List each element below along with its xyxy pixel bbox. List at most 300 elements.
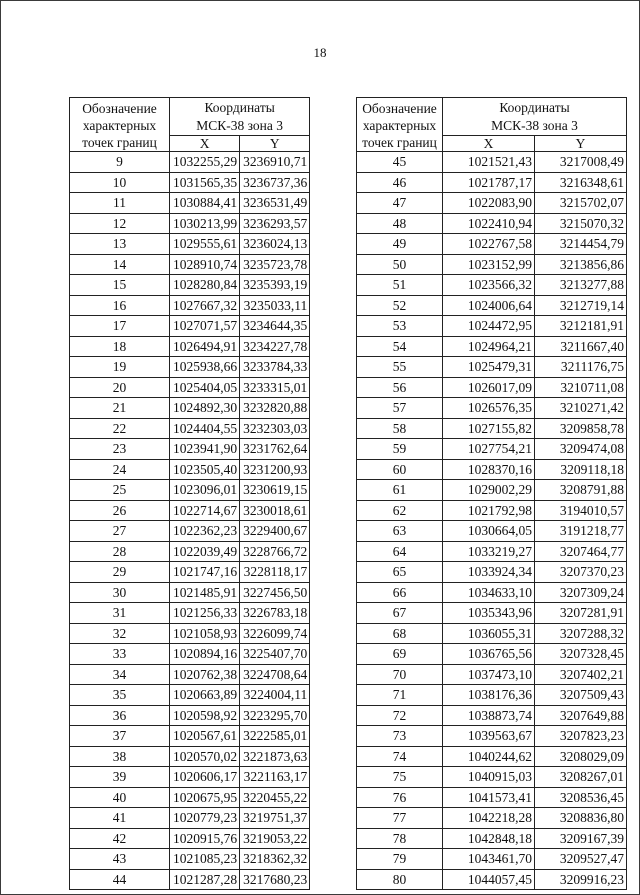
table-row <box>357 787 627 808</box>
y-coordinate-cell: 3213856,86 <box>535 254 627 275</box>
x-coordinate-cell: 1023096,01 <box>170 480 240 501</box>
table-row <box>357 193 627 214</box>
point-id-cell: 51 <box>357 275 443 296</box>
point-id-cell: 31 <box>70 603 170 624</box>
point-id-cell: 46 <box>357 172 443 193</box>
x-coordinate-cell: 1024892,30 <box>170 398 240 419</box>
y-coordinate-cell: 3222585,01 <box>240 726 310 747</box>
point-id-cell: 77 <box>357 808 443 829</box>
table-row <box>70 398 310 419</box>
point-id-cell: 47 <box>357 193 443 214</box>
point-id-cell: 20 <box>70 377 170 398</box>
y-coordinate-cell: 3231762,64 <box>240 439 310 460</box>
point-id-cell: 70 <box>357 664 443 685</box>
point-id-cell: 40 <box>70 787 170 808</box>
x-coordinate-cell: 1031565,35 <box>170 172 240 193</box>
coordinates-header-line: Координаты <box>204 99 275 115</box>
x-coordinate-cell: 1022767,58 <box>443 234 535 255</box>
table-row <box>357 746 627 767</box>
x-coordinate-cell: 1029555,61 <box>170 234 240 255</box>
y-coordinate-cell: 3219751,37 <box>240 808 310 829</box>
y-coordinate-cell: 3216348,61 <box>535 172 627 193</box>
y-coordinate-cell: 3207370,23 <box>535 562 627 583</box>
y-coordinate-cell: 3207288,32 <box>535 623 627 644</box>
x-coordinate-cell: 1042848,18 <box>443 828 535 849</box>
y-coordinate-cell: 3207402,21 <box>535 664 627 685</box>
x-coordinate-cell: 1033924,34 <box>443 562 535 583</box>
y-coordinate-cell: 3207309,24 <box>535 582 627 603</box>
table-row <box>70 500 310 521</box>
x-coordinate-cell: 1025404,05 <box>170 377 240 398</box>
point-id-cell: 57 <box>357 398 443 419</box>
x-coordinate-cell: 1028280,84 <box>170 275 240 296</box>
point-id-cell: 59 <box>357 439 443 460</box>
x-coordinate-cell: 1028910,74 <box>170 254 240 275</box>
y-coordinate-cell: 3209527,47 <box>535 849 627 870</box>
y-coordinate-cell: 3230018,61 <box>240 500 310 521</box>
table-row <box>70 213 310 234</box>
point-id-cell: 34 <box>70 664 170 685</box>
table-row <box>357 152 627 173</box>
designation-header <box>357 98 443 152</box>
x-coordinate-cell: 1024404,55 <box>170 418 240 439</box>
table-row <box>357 336 627 357</box>
x-coordinate-cell: 1032255,29 <box>170 152 240 173</box>
y-coordinate-cell: 3208267,01 <box>535 767 627 788</box>
y-coordinate-cell: 3226099,74 <box>240 623 310 644</box>
table-row <box>357 849 627 870</box>
table-row <box>357 295 627 316</box>
point-id-cell: 55 <box>357 357 443 378</box>
designation-header <box>70 98 170 152</box>
y-coordinate-cell: 3215070,32 <box>535 213 627 234</box>
x-coordinate-cell: 1037473,10 <box>443 664 535 685</box>
table-row <box>357 603 627 624</box>
x-coordinate-cell: 1020570,02 <box>170 746 240 767</box>
table-row <box>357 275 627 296</box>
x-coordinate-cell: 1030884,41 <box>170 193 240 214</box>
x-coordinate-cell: 1021256,33 <box>170 603 240 624</box>
point-id-cell: 23 <box>70 439 170 460</box>
table-row <box>70 152 310 173</box>
y-coordinate-cell: 3231200,93 <box>240 459 310 480</box>
coordinates-table-left <box>69 97 310 890</box>
coordinates-header <box>170 98 310 136</box>
point-id-cell: 14 <box>70 254 170 275</box>
y-coordinate-cell: 3230619,15 <box>240 480 310 501</box>
designation-header-line: характерных <box>82 118 157 133</box>
x-coordinate-cell: 1021787,17 <box>443 172 535 193</box>
point-id-cell: 68 <box>357 623 443 644</box>
x-coordinate-cell: 1030664,05 <box>443 521 535 542</box>
point-id-cell: 36 <box>70 705 170 726</box>
y-coordinate-cell: 3220455,22 <box>240 787 310 808</box>
point-id-cell: 63 <box>357 521 443 542</box>
table-row <box>357 562 627 583</box>
point-id-cell: 67 <box>357 603 443 624</box>
y-coordinate-cell: 3207823,23 <box>535 726 627 747</box>
table-row <box>70 582 310 603</box>
y-coordinate-cell: 3233784,33 <box>240 357 310 378</box>
table-row <box>70 377 310 398</box>
table-header-row <box>357 98 627 136</box>
coordinates-header <box>443 98 627 136</box>
table-row <box>70 234 310 255</box>
x-coordinate-cell: 1034633,10 <box>443 582 535 603</box>
x-coordinate-cell: 1024472,95 <box>443 316 535 337</box>
x-coordinate-cell: 1020663,89 <box>170 685 240 706</box>
table-row <box>357 316 627 337</box>
point-id-cell: 53 <box>357 316 443 337</box>
point-id-cell: 60 <box>357 459 443 480</box>
x-coordinate-cell: 1026576,35 <box>443 398 535 419</box>
point-id-cell: 39 <box>70 767 170 788</box>
table-row <box>70 439 310 460</box>
point-id-cell: 22 <box>70 418 170 439</box>
point-id-cell: 61 <box>357 480 443 501</box>
point-id-cell: 74 <box>357 746 443 767</box>
y-coordinate-cell: 3209916,23 <box>535 869 627 890</box>
point-id-cell: 30 <box>70 582 170 603</box>
point-id-cell: 29 <box>70 562 170 583</box>
x-coordinate-cell: 1020779,23 <box>170 808 240 829</box>
x-coordinate-cell: 1043461,70 <box>443 849 535 870</box>
coordinates-header-line: МСК-38 зона 3 <box>491 117 578 133</box>
table-row <box>357 521 627 542</box>
point-id-cell: 72 <box>357 705 443 726</box>
point-id-cell: 78 <box>357 828 443 849</box>
point-id-cell: 15 <box>70 275 170 296</box>
point-id-cell: 65 <box>357 562 443 583</box>
point-id-cell: 17 <box>70 316 170 337</box>
x-coordinate-cell: 1021058,93 <box>170 623 240 644</box>
x-coordinate-cell: 1023505,40 <box>170 459 240 480</box>
y-coordinate-cell: 3212719,14 <box>535 295 627 316</box>
designation-header-line: точек границ <box>362 135 437 150</box>
table-row <box>70 664 310 685</box>
table-row <box>357 439 627 460</box>
designation-header-line: Обозначение <box>82 101 157 116</box>
y-header: Y <box>535 136 627 152</box>
table-row <box>70 541 310 562</box>
x-coordinate-cell: 1022083,90 <box>443 193 535 214</box>
table-row <box>357 726 627 747</box>
table-row <box>70 685 310 706</box>
x-coordinate-cell: 1033219,27 <box>443 541 535 562</box>
y-coordinate-cell: 3234227,78 <box>240 336 310 357</box>
x-coordinate-cell: 1038176,36 <box>443 685 535 706</box>
table-row <box>357 644 627 665</box>
y-coordinate-cell: 3207281,91 <box>535 603 627 624</box>
y-coordinate-cell: 3209118,18 <box>535 459 627 480</box>
y-coordinate-cell: 3233315,01 <box>240 377 310 398</box>
table-row <box>357 808 627 829</box>
point-id-cell: 75 <box>357 767 443 788</box>
table-row <box>70 316 310 337</box>
coordinates-header-line: МСК-38 зона 3 <box>196 117 283 133</box>
y-coordinate-cell: 3236737,36 <box>240 172 310 193</box>
y-coordinate-cell: 3234644,35 <box>240 316 310 337</box>
x-coordinate-cell: 1035343,96 <box>443 603 535 624</box>
y-coordinate-cell: 3218362,32 <box>240 849 310 870</box>
x-coordinate-cell: 1023941,90 <box>170 439 240 460</box>
x-coordinate-cell: 1040244,62 <box>443 746 535 767</box>
table-row <box>70 705 310 726</box>
y-coordinate-cell: 3223295,70 <box>240 705 310 726</box>
table-row <box>357 459 627 480</box>
table-row <box>357 828 627 849</box>
point-id-cell: 19 <box>70 357 170 378</box>
point-id-cell: 52 <box>357 295 443 316</box>
point-id-cell: 28 <box>70 541 170 562</box>
y-coordinate-cell: 3232303,03 <box>240 418 310 439</box>
x-coordinate-cell: 1042218,28 <box>443 808 535 829</box>
y-coordinate-cell: 3228118,17 <box>240 562 310 583</box>
x-coordinate-cell: 1027155,82 <box>443 418 535 439</box>
x-header: X <box>170 136 240 152</box>
x-coordinate-cell: 1020598,92 <box>170 705 240 726</box>
point-id-cell: 69 <box>357 644 443 665</box>
x-coordinate-cell: 1026494,91 <box>170 336 240 357</box>
y-coordinate-cell: 3235393,19 <box>240 275 310 296</box>
point-id-cell: 44 <box>70 869 170 890</box>
point-id-cell: 71 <box>357 685 443 706</box>
table-row <box>357 213 627 234</box>
point-id-cell: 37 <box>70 726 170 747</box>
y-coordinate-cell: 3209858,78 <box>535 418 627 439</box>
y-coordinate-cell: 3235723,78 <box>240 254 310 275</box>
x-coordinate-cell: 1024006,64 <box>443 295 535 316</box>
y-coordinate-cell: 3224708,64 <box>240 664 310 685</box>
x-coordinate-cell: 1023566,32 <box>443 275 535 296</box>
y-coordinate-cell: 3211176,75 <box>535 357 627 378</box>
x-coordinate-cell: 1022714,67 <box>170 500 240 521</box>
y-coordinate-cell: 3208791,88 <box>535 480 627 501</box>
table-row <box>70 828 310 849</box>
point-id-cell: 45 <box>357 152 443 173</box>
x-coordinate-cell: 1020762,38 <box>170 664 240 685</box>
table-row <box>357 357 627 378</box>
table-row <box>70 295 310 316</box>
y-coordinate-cell: 3208836,80 <box>535 808 627 829</box>
y-coordinate-cell: 3210271,42 <box>535 398 627 419</box>
point-id-cell: 80 <box>357 869 443 890</box>
point-id-cell: 9 <box>70 152 170 173</box>
table-row <box>70 521 310 542</box>
y-coordinate-cell: 3236531,49 <box>240 193 310 214</box>
y-coordinate-cell: 3236024,13 <box>240 234 310 255</box>
x-coordinate-cell: 1021485,91 <box>170 582 240 603</box>
x-coordinate-cell: 1021521,43 <box>443 152 535 173</box>
designation-header-line: точек границ <box>82 135 157 150</box>
x-coordinate-cell: 1026017,09 <box>443 377 535 398</box>
table-row <box>70 418 310 439</box>
x-coordinate-cell: 1027667,32 <box>170 295 240 316</box>
x-coordinate-cell: 1020894,16 <box>170 644 240 665</box>
point-id-cell: 64 <box>357 541 443 562</box>
point-id-cell: 66 <box>357 582 443 603</box>
table-row <box>70 644 310 665</box>
table-row <box>70 275 310 296</box>
y-coordinate-cell: 3226783,18 <box>240 603 310 624</box>
y-header: Y <box>240 136 310 152</box>
table-row <box>357 767 627 788</box>
table-row <box>357 172 627 193</box>
x-coordinate-cell: 1039563,67 <box>443 726 535 747</box>
table-row <box>357 705 627 726</box>
point-id-cell: 79 <box>357 849 443 870</box>
point-id-cell: 48 <box>357 213 443 234</box>
table-row <box>357 582 627 603</box>
x-coordinate-cell: 1020606,17 <box>170 767 240 788</box>
table-header-row <box>70 98 310 136</box>
y-coordinate-cell: 3207464,77 <box>535 541 627 562</box>
table-row <box>70 726 310 747</box>
point-id-cell: 38 <box>70 746 170 767</box>
table-row <box>70 623 310 644</box>
point-id-cell: 73 <box>357 726 443 747</box>
table-row <box>70 787 310 808</box>
y-coordinate-cell: 3209167,39 <box>535 828 627 849</box>
x-coordinate-cell: 1028370,16 <box>443 459 535 480</box>
point-id-cell: 10 <box>70 172 170 193</box>
y-coordinate-cell: 3194010,57 <box>535 500 627 521</box>
y-coordinate-cell: 3207509,43 <box>535 685 627 706</box>
y-coordinate-cell: 3213277,88 <box>535 275 627 296</box>
x-coordinate-cell: 1044057,45 <box>443 869 535 890</box>
table-row <box>70 767 310 788</box>
y-coordinate-cell: 3217008,49 <box>535 152 627 173</box>
y-coordinate-cell: 3236910,71 <box>240 152 310 173</box>
table-row <box>357 234 627 255</box>
table-row <box>70 808 310 829</box>
table-row <box>70 869 310 890</box>
x-coordinate-cell: 1023152,99 <box>443 254 535 275</box>
point-id-cell: 18 <box>70 336 170 357</box>
designation-header-line: характерных <box>362 118 437 133</box>
y-coordinate-cell: 3219053,22 <box>240 828 310 849</box>
table-row <box>70 172 310 193</box>
table-row <box>70 562 310 583</box>
table-row <box>70 357 310 378</box>
point-id-cell: 27 <box>70 521 170 542</box>
x-coordinate-cell: 1022410,94 <box>443 213 535 234</box>
y-coordinate-cell: 3215702,07 <box>535 193 627 214</box>
table-row <box>357 418 627 439</box>
point-id-cell: 35 <box>70 685 170 706</box>
table-row <box>357 500 627 521</box>
y-coordinate-cell: 3191218,77 <box>535 521 627 542</box>
point-id-cell: 25 <box>70 480 170 501</box>
y-coordinate-cell: 3229400,67 <box>240 521 310 542</box>
coordinates-header-line: Координаты <box>499 99 570 115</box>
table-row <box>70 603 310 624</box>
point-id-cell: 13 <box>70 234 170 255</box>
table-row <box>70 459 310 480</box>
x-coordinate-cell: 1021287,28 <box>170 869 240 890</box>
y-coordinate-cell: 3209474,08 <box>535 439 627 460</box>
x-coordinate-cell: 1025479,31 <box>443 357 535 378</box>
point-id-cell: 24 <box>70 459 170 480</box>
point-id-cell: 41 <box>70 808 170 829</box>
x-coordinate-cell: 1029002,29 <box>443 480 535 501</box>
y-coordinate-cell: 3214454,79 <box>535 234 627 255</box>
y-coordinate-cell: 3207649,88 <box>535 705 627 726</box>
y-coordinate-cell: 3224004,11 <box>240 685 310 706</box>
x-header: X <box>443 136 535 152</box>
x-coordinate-cell: 1021747,16 <box>170 562 240 583</box>
point-id-cell: 16 <box>70 295 170 316</box>
y-coordinate-cell: 3208536,45 <box>535 787 627 808</box>
x-coordinate-cell: 1022362,23 <box>170 521 240 542</box>
x-coordinate-cell: 1024964,21 <box>443 336 535 357</box>
x-coordinate-cell: 1030213,99 <box>170 213 240 234</box>
y-coordinate-cell: 3228766,72 <box>240 541 310 562</box>
table-row <box>357 623 627 644</box>
y-coordinate-cell: 3221873,63 <box>240 746 310 767</box>
table-row <box>357 541 627 562</box>
point-id-cell: 11 <box>70 193 170 214</box>
point-id-cell: 76 <box>357 787 443 808</box>
point-id-cell: 43 <box>70 849 170 870</box>
y-coordinate-cell: 3208029,09 <box>535 746 627 767</box>
point-id-cell: 54 <box>357 336 443 357</box>
x-coordinate-cell: 1021792,98 <box>443 500 535 521</box>
y-coordinate-cell: 3210711,08 <box>535 377 627 398</box>
table-row <box>70 746 310 767</box>
x-coordinate-cell: 1036055,31 <box>443 623 535 644</box>
y-coordinate-cell: 3232820,88 <box>240 398 310 419</box>
x-coordinate-cell: 1027754,21 <box>443 439 535 460</box>
y-coordinate-cell: 3236293,57 <box>240 213 310 234</box>
point-id-cell: 42 <box>70 828 170 849</box>
table-row <box>357 664 627 685</box>
x-coordinate-cell: 1041573,41 <box>443 787 535 808</box>
x-coordinate-cell: 1020567,61 <box>170 726 240 747</box>
point-id-cell: 49 <box>357 234 443 255</box>
table-row <box>70 336 310 357</box>
x-coordinate-cell: 1040915,03 <box>443 767 535 788</box>
coordinates-table-right <box>356 97 627 890</box>
x-coordinate-cell: 1021085,23 <box>170 849 240 870</box>
point-id-cell: 62 <box>357 500 443 521</box>
table-row <box>357 377 627 398</box>
x-coordinate-cell: 1038873,74 <box>443 705 535 726</box>
y-coordinate-cell: 3227456,50 <box>240 582 310 603</box>
y-coordinate-cell: 3212181,91 <box>535 316 627 337</box>
table-row <box>70 254 310 275</box>
y-coordinate-cell: 3217680,23 <box>240 869 310 890</box>
point-id-cell: 58 <box>357 418 443 439</box>
point-id-cell: 12 <box>70 213 170 234</box>
point-id-cell: 33 <box>70 644 170 665</box>
table-row <box>357 685 627 706</box>
table-row <box>357 398 627 419</box>
x-coordinate-cell: 1027071,57 <box>170 316 240 337</box>
x-coordinate-cell: 1022039,49 <box>170 541 240 562</box>
point-id-cell: 26 <box>70 500 170 521</box>
table-row <box>357 869 627 890</box>
table-row <box>70 193 310 214</box>
y-coordinate-cell: 3211667,40 <box>535 336 627 357</box>
point-id-cell: 56 <box>357 377 443 398</box>
point-id-cell: 50 <box>357 254 443 275</box>
x-coordinate-cell: 1036765,56 <box>443 644 535 665</box>
x-coordinate-cell: 1020915,76 <box>170 828 240 849</box>
table-row <box>357 254 627 275</box>
y-coordinate-cell: 3207328,45 <box>535 644 627 665</box>
table-row <box>70 480 310 501</box>
